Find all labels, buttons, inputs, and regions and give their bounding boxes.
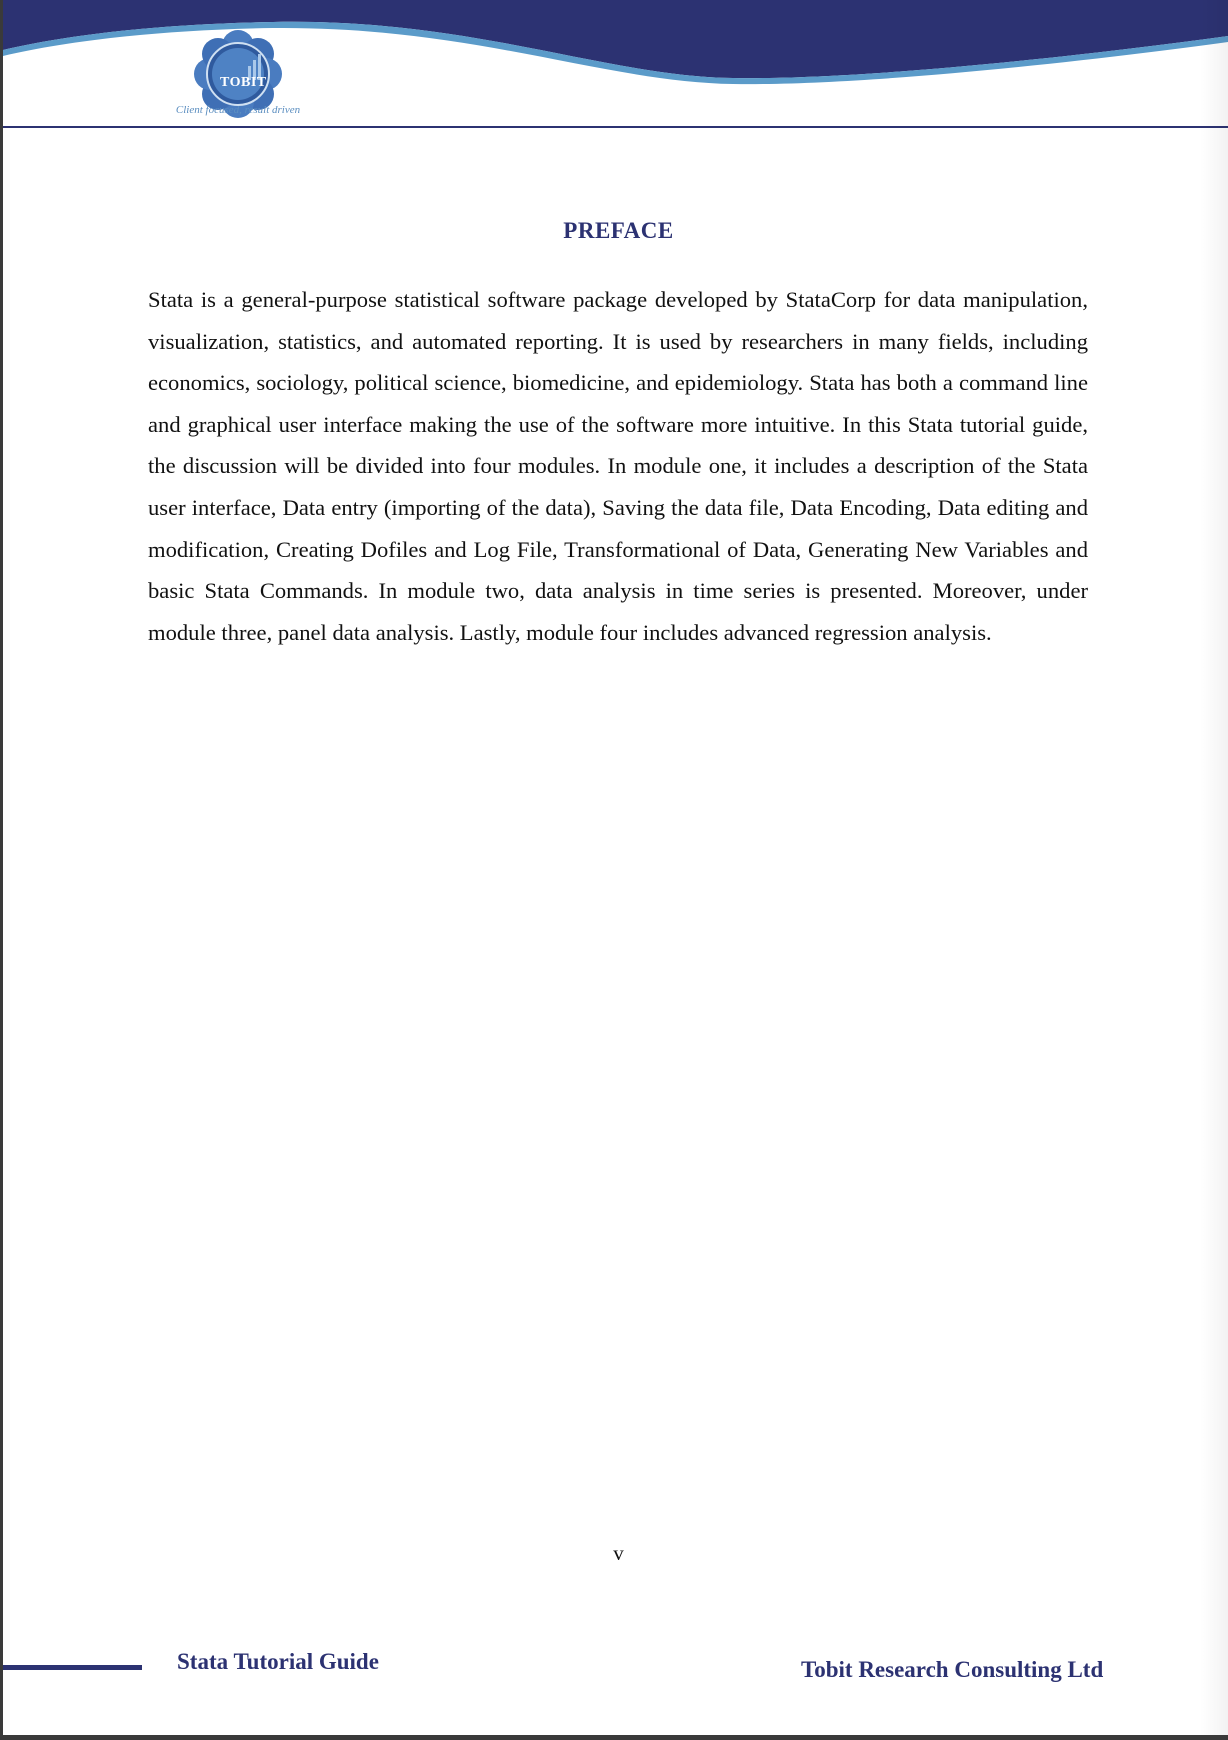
footer-company-name: Tobit Research Consulting Ltd (801, 1657, 1104, 1682)
header-divider (3, 126, 1228, 128)
page-number: v (613, 1541, 624, 1565)
preface-paragraph: Stata is a general-purpose statistical software package developed by StataCorp for data manipulation, visualization, statistics, and automated reporting. It is used by researchers in many fields, including economics, sociology, political science, biomedicine, and epidemiology. Stata has both a command line and graphical user interface making the use of the software more intuitive. In this Stata tutorial guide, the discussion will be divided into four modules. In module one, it includes a description of the Stata user interface, Data entry (importing of the data), Saving the data file, Data Encoding, Data editing and modification, Creating Dofiles and Log File, Transformational of Data, Generating New Variables and basic Stata Commands. In module two, data analysis in time series is presented. Moreover, under module three, panel data analysis. Lastly, module four includes advanced regression analysis. (148, 287, 1088, 645)
footer-accent-bar (3, 1665, 142, 1670)
logo-tagline: Client focused, result driven (175, 104, 301, 116)
page-title: PREFACE (563, 218, 674, 243)
header-wave-banner (3, 0, 1228, 90)
page-edge-shadow (1200, 0, 1228, 1735)
footer-guide-title: Stata Tutorial Guide (177, 1649, 379, 1674)
document-page (3, 0, 1228, 1735)
logo-text: TOBIT (220, 75, 267, 90)
